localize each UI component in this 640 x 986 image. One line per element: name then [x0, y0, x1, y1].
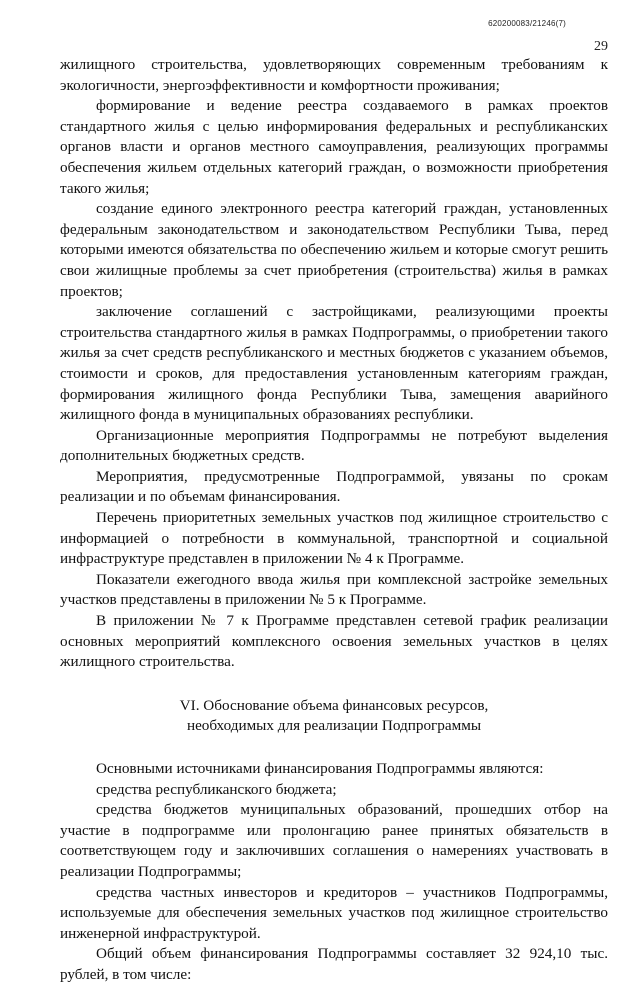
paragraph: создание единого электронного реестра категорий граждан, установленных федеральным законодательством и законодательством Республики Тыва, перед которыми имеются обязательства по обеспечению жильем и которые смогут решить свои жилищные проблемы за счет приобретения (строительства) жилья в рамках проектов;: [60, 200, 608, 300]
paragraph: формирование и ведение реестра создаваемого в рамках проектов стандартного жилья с целью информирования федеральных и республиканских органов власти и органов местного самоуправления, реализующих программы обеспечения жильем отдельных категорий граждан, о возможности приобретения такого жилья;: [60, 97, 608, 197]
document-id: 620200083/21246(7): [488, 19, 566, 28]
paragraph: жилищного строительства, удовлетворяющих современным требованиям к экологичности, энергоэффективности и комфортности проживания;: [60, 56, 608, 94]
paragraph: Перечень приоритетных земельных участков под жилищное строительство с информацией о потребности в коммунальной, транспортной и социальной инфраструктуре представлен в приложении № 4 к Программе.: [60, 509, 608, 568]
paragraph: Основными источниками финансирования Подпрограммы являются:: [96, 760, 544, 777]
paragraph: средства бюджетов муниципальных образований, прошедших отбор на участие в подпрограмме или пролонгацию ранее принятых обязательств в соответствующем году и заключивших соглашения о намерениях участвовать в реализации Подпрограммы;: [60, 801, 608, 880]
paragraph: Показатели ежегодного ввода жилья при комплексной застройке земельных участков представлены в приложении № 5 к Программе.: [60, 570, 608, 609]
paragraph: Организационные мероприятия Подпрограммы не потребуют выделения дополнительных бюджетных средств.: [60, 426, 608, 465]
paragraph: средства частных инвесторов и кредиторов – участников Подпрограммы, используемые для обеспечения земельных участков под жилищное строительство инженерной инфраструктурой.: [60, 883, 608, 942]
paragraph: Общий объем финансирования Подпрограммы составляет 32 924,10 тыс. рублей, в том числе:: [60, 945, 608, 983]
paragraph: заключение соглашений с застройщиками, реализующими проекты строительства стандартного жилья в рамках Подпрограммы, о приобретении такого жилья за счет средств республиканского и местных бюджетов с указанием объемов, стоимости и сроков, для предоставления установленным категориям граждан, формирования жилищного фонда Республики Тыва, замещения аварийного жилищного фонда в муниципальных образованиях республики.: [60, 303, 608, 424]
section-heading-line: необходимых для реализации Подпрограммы: [186, 717, 482, 735]
paragraph: средства республиканского бюджета;: [96, 780, 337, 798]
document-body: [60, 55, 608, 986]
page-number: 29: [594, 39, 608, 54]
section-heading-line: VI. Обоснование объема финансовых ресурсов,: [179, 696, 489, 714]
section-heading: [60, 696, 608, 737]
paragraph: В приложении № 7 к Программе представлен сетевой график реализации основных мероприятий комплексного освоения земельных участков в целях жилищного строительства.: [60, 612, 608, 671]
paragraph: Мероприятия, предусмотренные Подпрограммой, увязаны по срокам реализации и по объемам финансирования.: [60, 467, 608, 506]
